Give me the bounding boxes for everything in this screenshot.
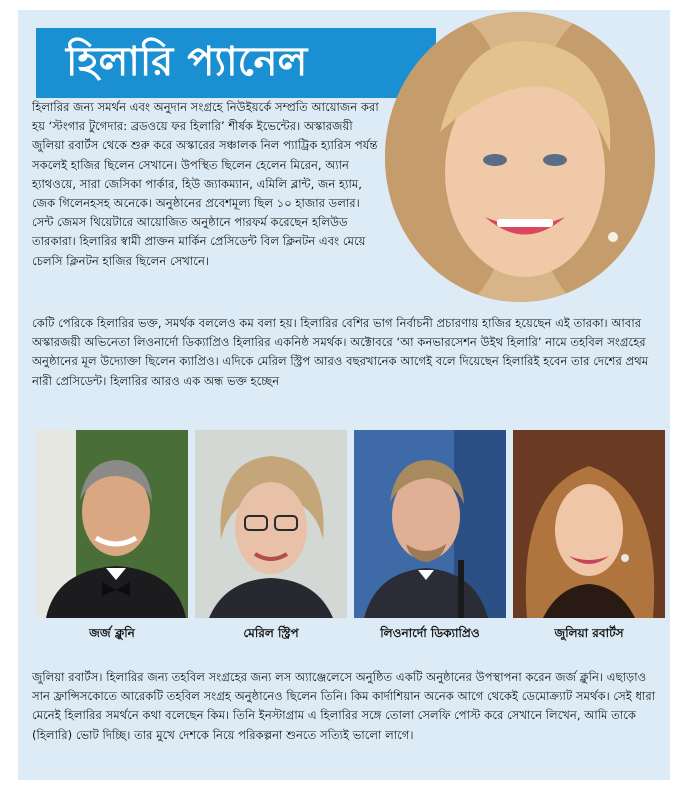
caption-leonardo-dicaprio: লিওনার্দো ডিক্যাপ্রিও <box>380 626 480 640</box>
hillary-portrait <box>385 12 655 302</box>
caption-george-clooney: জর্জ ক্লুনি <box>89 626 135 640</box>
photo-leonardo-dicaprio <box>354 430 506 618</box>
page-title: হিলারি প্যানেল <box>66 38 308 85</box>
photo-meryl-streep <box>195 430 347 618</box>
title-banner <box>36 28 436 98</box>
supporters-paragraph: কেটি পেরিকে হিলারির ভক্ত, সমর্থক বললেও কম বলা হয়। হিলারির বেশির ভাগ নির্বাচনী প্রচারণায় হাজির হয়েছেন এই তারকা। আবার অস্কারজয়ী অভিনেতা লিওনার্দো ডিক্যাপ্রিও হিলারির একনিষ্ঠ সমর্থক। অক্টোবরে ‘আ কনভারসেশন উইথ হিলারি’ নামে তহবিল সংগ্রহের অনুষ্ঠানের মূল উদ্যোক্তা ছিলেন ক্যাপ্রিও। এদিকে মেরিল স্ট্রিপ আরও বছরখানেক আগেই বলে দিয়েছেন হিলারিই হবেন তার দেশের প্রথম নারী প্রেসিডেন্ট। হিলারির আরও এক অন্ধ ভক্ত হচ্ছেন <box>32 316 649 388</box>
photo-george-clooney <box>36 430 188 618</box>
photo-julia-roberts <box>513 430 665 618</box>
closing-paragraph: জুলিয়া রবার্টস। হিলারির জন্য তহবিল সংগ্রহের জন্য লস অ্যাঞ্জেলেসে অনুষ্ঠিত একটি অনুষ্ঠানের উপস্থাপনা করেন জর্জ ক্লুনি। এছাড়াও সান ফ্রান্সিসকোতে আরেকটি তহবিল সংগ্রহ অনুষ্ঠানেও ছিলেন তিনি। কিম কার্দাশিয়ান অনেক আগে থেকেই ডেমোক্র্যাট সমর্থক। সেই ধারা মেনেই হিলারির সমর্থনে কথা বলেছেন কিম। তিনি ইনস্টাগ্রাম এ হিলারির সঙ্গে তোলা সেলফি পোস্ট করে সেখানে লিখেন, আমি তাকে (হিলারি) ভোট দিচ্ছি। তার মুখে দেশকে নিয়ে পরিকল্পনা শুনতে সত্যিই ভালো লাগে। <box>32 670 656 742</box>
caption-meryl-streep: মেরিল স্ট্রিপ <box>243 626 299 640</box>
intro-paragraph: হিলারির জন্য সমর্থন এবং অনুদান সংগ্রহে নিউইয়র্কে সম্প্রতি আয়োজন করা হয় ‘স্টংগার টুগেদার: ব্রডওয়ে ফর হিলারি’ শীর্ষক ইভেন্টের। অস্কারজয়ী জুলিয়া রবার্টস থেকে শুরু করে অস্কারের সঞ্চালক নিল প্যাট্রিক হ্যারিস পর্যন্ত সকলেই হাজির ছিলেন সেখানে। উপস্থিত ছিলেন হেলেন মিরেন, অ্যান হ্যাথওয়ে, সারা জেসিকা পার্কার, হিউ জ্যাকম্যান, এমিলি ব্লান্ট, জন হ্যাম, জেক গিলেনহসহ অনেকে। অনুষ্ঠানের প্রবেশমূল্য ছিল ১০ হাজার ডলার। সেন্ট জেমস থিয়েটারে আয়োজিত অনুষ্ঠানে পারফর্ম করেছেন হলিউড তারকারা। হিলারির স্বামী প্রাক্তন মার্কিন প্রেসিডেন্ট বিল ক্লিনটন এবং মেয়ে চেলসি ক্লিনটন হাজির ছিলেন সেখানে। <box>32 100 379 268</box>
caption-julia-roberts: জুলিয়া রবার্টস <box>554 626 624 640</box>
